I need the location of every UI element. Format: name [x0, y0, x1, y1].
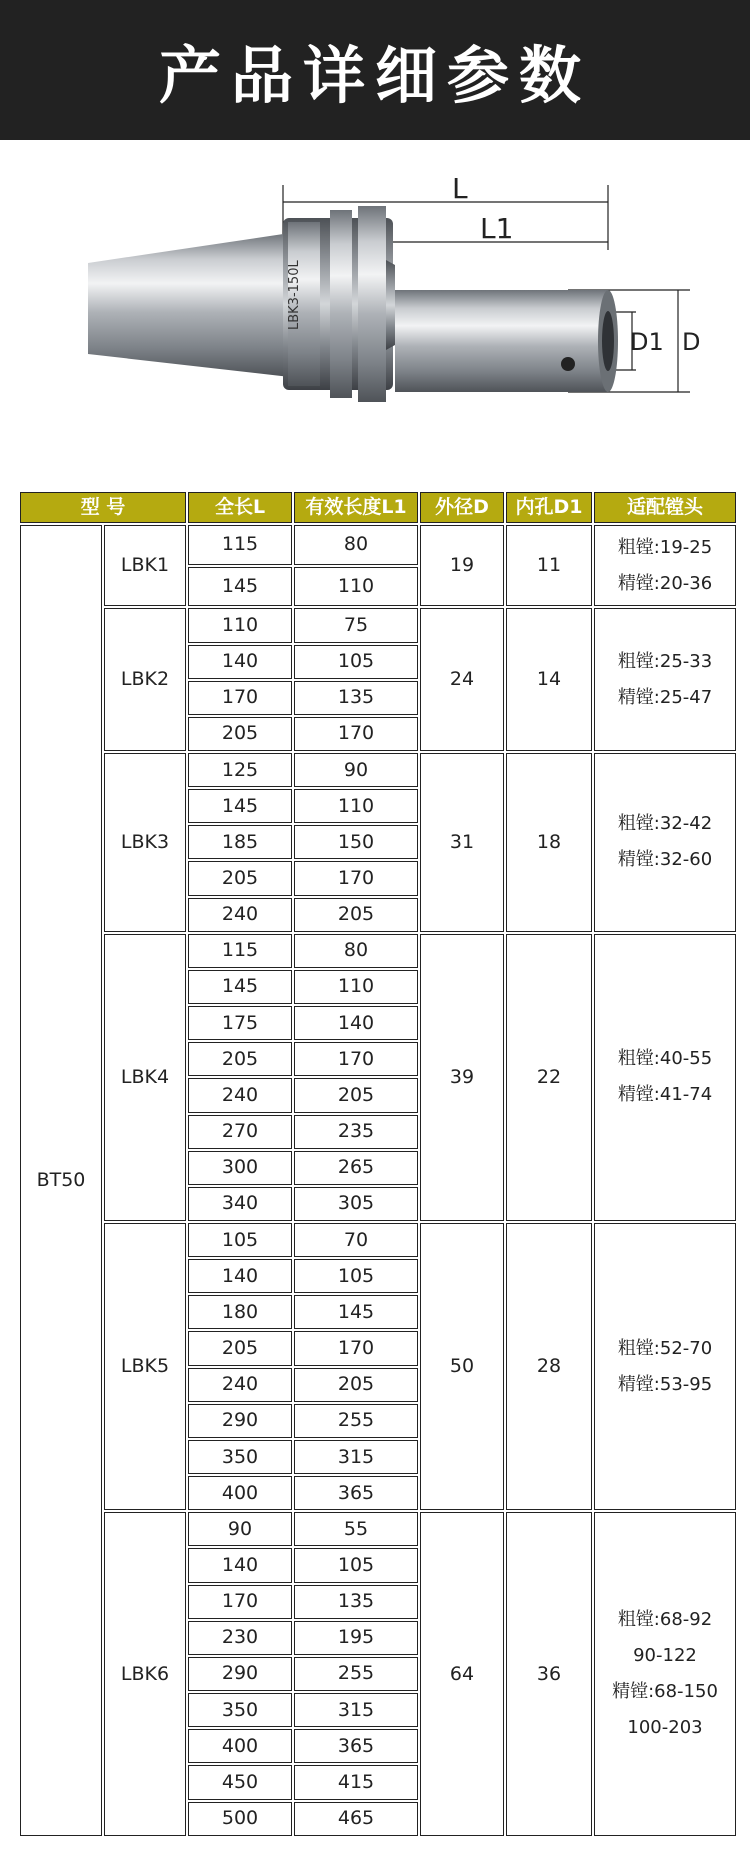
boring-head-cell — [594, 525, 736, 606]
effective-length-cell: 315 — [294, 1440, 418, 1474]
model-cell: LBK3 — [104, 753, 186, 932]
header-bore: 内孔D1 — [506, 492, 592, 523]
header-length: 全长L — [188, 492, 292, 523]
length-cell: 300 — [188, 1151, 292, 1185]
table-header-row — [20, 492, 736, 523]
outer-diameter-cell: 50 — [420, 1223, 504, 1510]
boring-head-line: 粗镗:68-92 — [617, 1609, 713, 1631]
length-cell: 290 — [188, 1657, 292, 1691]
length-cell: 170 — [188, 1585, 292, 1619]
bore-cell: 28 — [506, 1223, 592, 1510]
model-cell: LBK6 — [104, 1512, 186, 1836]
table-row — [20, 525, 736, 565]
length-cell: 180 — [188, 1295, 292, 1329]
boring-head-line: 粗镗:40-55 — [617, 1048, 713, 1070]
length-cell: 175 — [188, 1006, 292, 1040]
table-row — [20, 1223, 736, 1257]
effective-length-cell: 55 — [294, 1512, 418, 1546]
effective-length-cell: 105 — [294, 645, 418, 679]
length-cell: 400 — [188, 1729, 292, 1763]
bore-cell: 36 — [506, 1512, 592, 1836]
boring-head-line: 粗镗:25-33 — [617, 650, 713, 672]
flange-collar — [330, 210, 352, 398]
effective-length-cell: 140 — [294, 1006, 418, 1040]
length-cell: 205 — [188, 717, 292, 751]
taper-shank — [88, 233, 290, 377]
page-title: 产品详细参数 — [158, 38, 591, 112]
effective-length-cell: 265 — [294, 1151, 418, 1185]
boring-head-line: 90-122 — [633, 1645, 697, 1667]
header-outer-diameter: 外径D — [420, 492, 504, 523]
length-cell: 140 — [188, 1548, 292, 1582]
boring-head-line: 精镗:25-47 — [617, 686, 713, 708]
length-cell: 230 — [188, 1621, 292, 1655]
effective-length-cell: 90 — [294, 753, 418, 787]
length-cell: 140 — [188, 645, 292, 679]
boring-head-line: 精镗:53-95 — [617, 1373, 713, 1395]
boring-head-line: 精镗:41-74 — [617, 1084, 713, 1106]
boring-head-line: 精镗:32-60 — [617, 849, 713, 871]
length-cell: 205 — [188, 1042, 292, 1076]
model-cell: LBK1 — [104, 525, 186, 606]
model-cell: LBK2 — [104, 608, 186, 751]
effective-length-cell: 205 — [294, 1078, 418, 1112]
spec-table — [18, 490, 738, 1838]
length-cell: 340 — [188, 1187, 292, 1221]
label-L: L — [452, 172, 468, 205]
outer-diameter-cell: 19 — [420, 525, 504, 606]
boring-head-line: 精镗:20-36 — [617, 572, 713, 594]
effective-length-cell: 315 — [294, 1693, 418, 1727]
effective-length-cell: 170 — [294, 861, 418, 895]
length-cell: 270 — [188, 1115, 292, 1149]
length-cell: 115 — [188, 934, 292, 968]
effective-length-cell: 135 — [294, 681, 418, 715]
length-cell: 140 — [188, 1259, 292, 1293]
length-cell: 90 — [188, 1512, 292, 1546]
engraving-text: LBK3-150L — [287, 260, 302, 330]
bore-hole — [602, 311, 614, 371]
boring-head-line: 100-203 — [627, 1717, 703, 1739]
length-cell: 145 — [188, 970, 292, 1004]
length-cell: 205 — [188, 861, 292, 895]
effective-length-cell: 110 — [294, 789, 418, 823]
spec-table-body — [20, 525, 736, 1836]
length-cell: 240 — [188, 898, 292, 932]
boring-head-cell — [594, 1512, 736, 1836]
model-cell: LBK4 — [104, 934, 186, 1221]
bore-cell: 18 — [506, 753, 592, 932]
length-cell: 450 — [188, 1765, 292, 1799]
outer-diameter-cell: 24 — [420, 608, 504, 751]
length-cell: 350 — [188, 1693, 292, 1727]
length-cell: 290 — [188, 1404, 292, 1438]
table-row — [20, 608, 736, 642]
effective-length-cell: 170 — [294, 717, 418, 751]
effective-length-cell: 415 — [294, 1765, 418, 1799]
boring-head-cell — [594, 753, 736, 932]
table-row — [20, 753, 736, 787]
effective-length-cell: 150 — [294, 825, 418, 859]
effective-length-cell: 80 — [294, 934, 418, 968]
effective-length-cell: 105 — [294, 1259, 418, 1293]
length-cell: 240 — [188, 1078, 292, 1112]
effective-length-cell: 195 — [294, 1621, 418, 1655]
length-cell: 105 — [188, 1223, 292, 1257]
label-D: D — [682, 328, 701, 356]
effective-length-cell: 105 — [294, 1548, 418, 1582]
outer-diameter-cell: 31 — [420, 753, 504, 932]
effective-length-cell: 145 — [294, 1295, 418, 1329]
boring-head-line: 粗镗:19-25 — [617, 536, 713, 558]
bore-cell: 14 — [506, 608, 592, 751]
effective-length-cell: 235 — [294, 1115, 418, 1149]
label-D1: D1 — [630, 328, 664, 356]
bore-cell: 11 — [506, 525, 592, 606]
effective-length-cell: 110 — [294, 567, 418, 607]
flange-collar-outer — [358, 206, 386, 402]
label-L1: L1 — [480, 212, 514, 245]
length-cell: 350 — [188, 1440, 292, 1474]
length-cell: 145 — [188, 789, 292, 823]
boring-head-line: 粗镗:32-42 — [617, 813, 713, 835]
length-cell: 205 — [188, 1331, 292, 1365]
effective-length-cell: 205 — [294, 1368, 418, 1402]
header-model: 型 号 — [20, 492, 186, 523]
length-cell: 240 — [188, 1368, 292, 1402]
set-screw-icon — [561, 357, 575, 371]
effective-length-cell: 170 — [294, 1042, 418, 1076]
spindle-cell: BT50 — [20, 525, 102, 1836]
effective-length-cell: 75 — [294, 608, 418, 642]
effective-length-cell: 305 — [294, 1187, 418, 1221]
table-row — [20, 1512, 736, 1546]
boring-head-line: 精镗:68-150 — [612, 1681, 718, 1703]
length-cell: 170 — [188, 681, 292, 715]
boring-head-cell — [594, 608, 736, 751]
bore-cell: 22 — [506, 934, 592, 1221]
effective-length-cell: 465 — [294, 1802, 418, 1837]
length-cell: 110 — [188, 608, 292, 642]
neck — [386, 260, 395, 350]
boring-head-line: 粗镗:52-70 — [617, 1337, 713, 1359]
effective-length-cell: 110 — [294, 970, 418, 1004]
effective-length-cell: 205 — [294, 898, 418, 932]
header-effective-length: 有效长度L1 — [294, 492, 418, 523]
length-cell: 115 — [188, 525, 292, 565]
table-row — [20, 934, 736, 968]
effective-length-cell: 70 — [294, 1223, 418, 1257]
boring-head-cell — [594, 1223, 736, 1510]
effective-length-cell: 255 — [294, 1657, 418, 1691]
effective-length-cell: 365 — [294, 1729, 418, 1763]
length-cell: 145 — [188, 567, 292, 607]
header-boring-head: 适配镗头 — [594, 492, 736, 523]
boring-head-cell — [594, 934, 736, 1221]
model-cell: LBK5 — [104, 1223, 186, 1510]
effective-length-cell: 365 — [294, 1476, 418, 1510]
effective-length-cell: 80 — [294, 525, 418, 565]
effective-length-cell: 135 — [294, 1585, 418, 1619]
outer-diameter-cell: 39 — [420, 934, 504, 1221]
effective-length-cell: 255 — [294, 1404, 418, 1438]
boring-bar — [395, 290, 608, 392]
length-cell: 500 — [188, 1802, 292, 1837]
page-header — [0, 0, 750, 140]
length-cell: 185 — [188, 825, 292, 859]
length-cell: 125 — [188, 753, 292, 787]
length-cell: 400 — [188, 1476, 292, 1510]
outer-diameter-cell: 64 — [420, 1512, 504, 1836]
tool-holder-diagram — [0, 140, 750, 470]
effective-length-cell: 170 — [294, 1331, 418, 1365]
